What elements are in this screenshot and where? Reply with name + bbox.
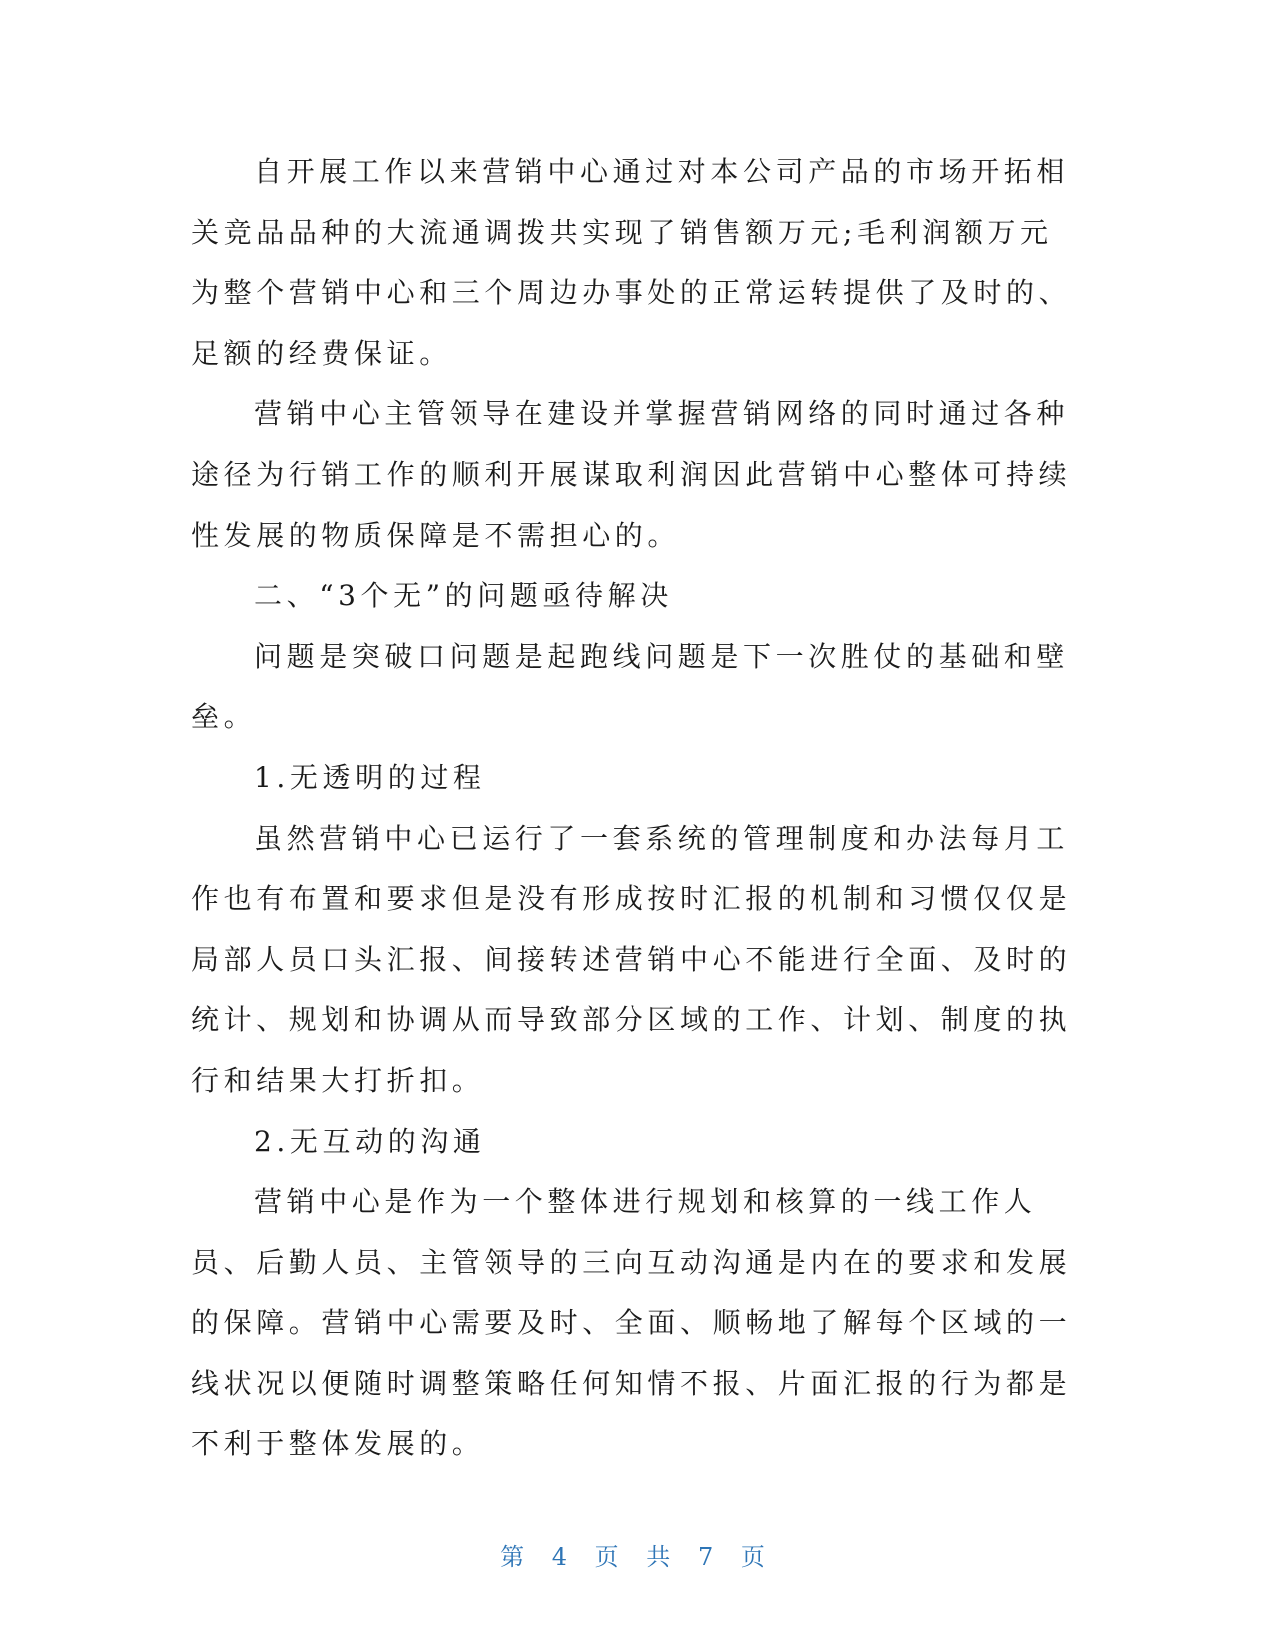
- paragraph-sales-summary: 自开展工作以来营销中心通过对本公司产品的市场开拓相关竞品品种的大流通调拨共实现了销售额万元;毛利润额万元为整个营销中心和三个周边办事处的正常运转提供了及时的、足额的经费保证。: [191, 155, 1072, 370]
- paragraph-problems-intro: 问题是突破口问题是起跑线问题是下一次胜仗的基础和壁垒。: [191, 639, 1070, 734]
- page-number-footer: 第 4 页 共 7 页: [500, 1543, 775, 1571]
- paragraph-three-way-communication: 营销中心是作为一个整体进行规划和核算的一线工作人员、后勤人员、主管领导的三向互动沟通是内在的要求和发展的保障。营销中心需要及时、全面、顺畅地了解每个区域的一线状况以便随时调整策略任何知情不报、片面汇报的行为都是不利于整体发展的。: [191, 1185, 1072, 1461]
- subheading-no-interactive-communication: 2.无互动的沟通: [254, 1124, 486, 1158]
- paragraph-material-guarantee: 营销中心主管领导在建设并掌握营销网络的同时通过各种途径为行销工作的顺利开展谋取利润因此营销中心整体可持续性发展的物质保障是不需担心的。: [191, 397, 1072, 552]
- subheading-no-transparent-process: 1.无透明的过程: [254, 760, 486, 794]
- paragraph-reporting-mechanism: 虽然营销中心已运行了一套系统的管理制度和办法每月工作也有布置和要求但是没有形成按时汇报的机制和习惯仅仅是局部人员口头汇报、间接转述营销中心不能进行全面、及时的统计、规划和协调从而导致部分区域的工作、计划、制度的执行和结果大打折扣。: [191, 821, 1072, 1097]
- document-body: [191, 142, 1081, 1475]
- section-heading-three-nos: 二、“3个无”的问题亟待解决: [254, 579, 673, 613]
